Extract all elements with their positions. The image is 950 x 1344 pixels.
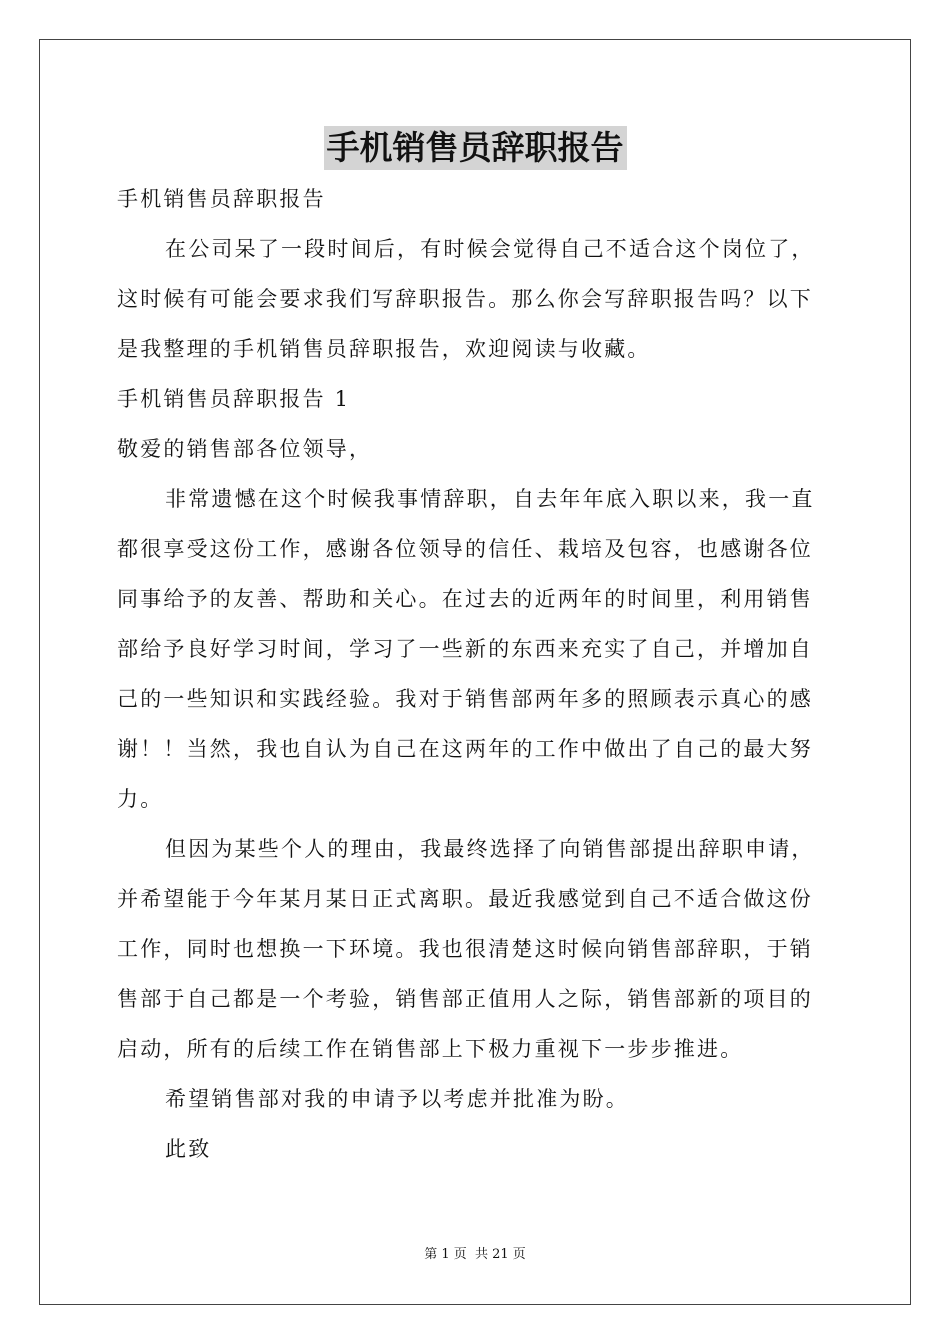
para2-line: 售部于自己都是一个考验，销售部正值用人之际，销售部新的项目的 [117,987,813,1011]
para2-line: 工作，同时也想换一下环境。我也很清楚这时候向销售部辞职，于销 [117,937,813,961]
para1-line: 都很享受这份工作，感谢各位领导的信任、栽培及包容，也感谢各位 [117,537,813,561]
salutation: 敬爱的销售部各位领导， [117,437,373,461]
document-title: 手机销售员辞职报告 [324,126,627,170]
total-pages: 共 21 页 [474,1247,526,1262]
para1-line: 非常遗憾在这个时候我事情辞职，自去年年底入职以来，我一直 [165,487,815,511]
intro-line: 在公司呆了一段时间后，有时候会觉得自己不适合这个岗位了， [165,237,815,261]
page-number: 第 1 页 [424,1247,467,1262]
para3: 希望销售部对我的申请予以考虑并批准为盼。 [165,1087,629,1111]
document-subtitle: 手机销售员辞职报告 [117,187,326,211]
page-footer [0,1246,950,1264]
para1-line: 力。 [117,787,164,811]
title-wrap [0,126,950,170]
intro-line: 这时候有可能会要求我们写辞职报告。那么你会写辞职报告吗？以下 [117,287,813,311]
para1-line: 己的一些知识和实践经验。我对于销售部两年多的照顾表示真心的感 [117,687,813,711]
para1-line: 谢！！当然，我也自认为自己在这两年的工作中做出了自己的最大努 [117,737,813,761]
para2-line: 并希望能于今年某月某日正式离职。最近我感觉到自己不适合做这份 [117,887,813,911]
page-border [39,39,911,1305]
para2-line: 但因为某些个人的理由，我最终选择了向销售部提出辞职申请， [165,837,815,861]
para1-line: 部给予良好学习时间，学习了一些新的东西来充实了自己，并增加自 [117,637,813,661]
closing: 此致 [165,1137,212,1161]
section-heading: 手机销售员辞职报告 1 [117,387,351,411]
intro-line: 是我整理的手机销售员辞职报告，欢迎阅读与收藏。 [117,337,651,361]
para2-line: 启动，所有的后续工作在销售部上下极力重视下一步步推进。 [117,1037,744,1061]
para1-line: 同事给予的友善、帮助和关心。在过去的近两年的时间里，利用销售 [117,587,813,611]
